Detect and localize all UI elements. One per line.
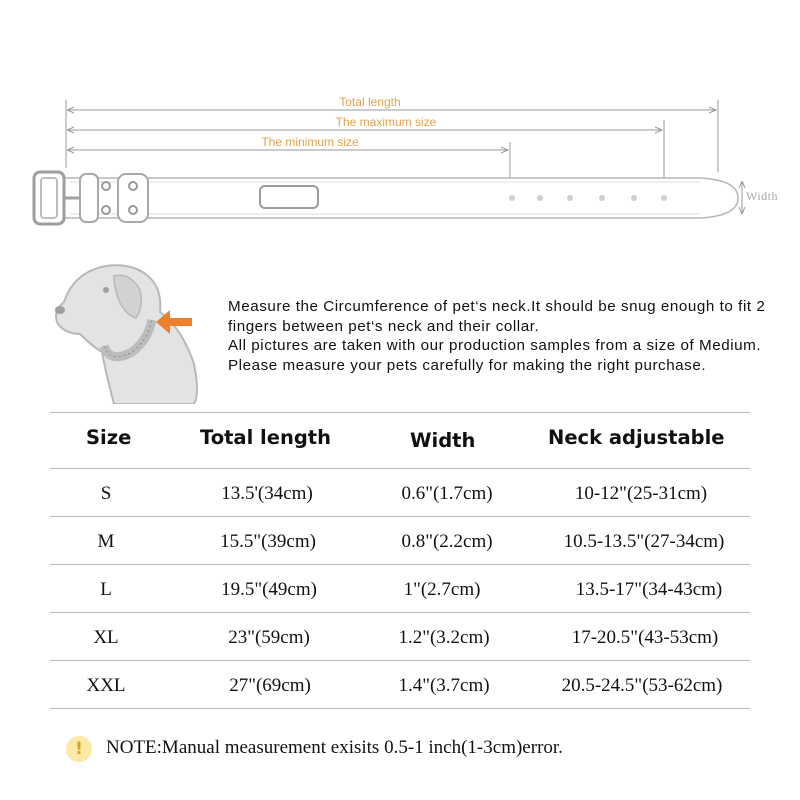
table-cell-total-length: 27"(69cm)	[229, 675, 311, 696]
width-label: Width	[746, 189, 779, 203]
table-cell-size: XXL	[86, 675, 126, 696]
measurement-instructions	[228, 297, 788, 375]
table-cell-size: M	[97, 531, 115, 552]
table-cell-total-length: 15.5"(39cm)	[220, 531, 316, 552]
note-text: NOTE:Manual measurement exisits 0.5-1 inch(1-3cm)error.	[106, 737, 563, 758]
table-cell-neck-adjustable: 10-12"(25-31cm)	[574, 483, 708, 504]
table-divider	[50, 660, 750, 661]
table-cell-size: S	[100, 483, 112, 504]
table-cell-width: 1"(2.7cm)	[403, 579, 481, 600]
maximum-size-label: The maximum size	[335, 115, 437, 129]
table-cell-total-length: 19.5"(49cm)	[221, 579, 317, 600]
instruction-paragraph-2: All pictures are taken with our production samples from a size of Medium. Please measure your pets carefully for making the right purchase.	[228, 337, 762, 374]
dog-illustration	[44, 254, 204, 404]
header-size: Size	[86, 426, 132, 449]
header-neck-adjustable: Neck adjustable	[548, 426, 725, 449]
table-cell-neck-adjustable: 17-20.5"(43-53cm)	[571, 627, 719, 648]
measurement-note	[66, 734, 766, 764]
collar-diagram	[0, 0, 800, 250]
header-width: Width	[410, 429, 476, 452]
exclamation-icon: !	[66, 736, 92, 762]
table-divider	[50, 412, 750, 413]
table-cell-width: 1.4"(3.7cm)	[398, 675, 490, 696]
keeper-loop	[80, 174, 98, 222]
total-length-label: Total length	[339, 95, 401, 109]
table-cell-neck-adjustable: 13.5-17"(34-43cm)	[575, 579, 723, 600]
table-cell-width: 0.6"(1.7cm)	[401, 483, 493, 504]
table-cell-width: 1.2"(3.2cm)	[398, 627, 490, 648]
table-cell-total-length: 13.5'(34cm)	[221, 483, 313, 504]
table-divider	[50, 468, 750, 469]
table-cell-size: L	[100, 579, 112, 600]
dog-eye	[103, 287, 109, 293]
table-divider	[50, 516, 750, 517]
dog-nose	[55, 306, 65, 314]
table-cell-neck-adjustable: 20.5-24.5"(53-62cm)	[561, 675, 723, 696]
table-divider	[50, 708, 750, 709]
table-divider	[50, 612, 750, 613]
table-cell-width: 0.8"(2.2cm)	[401, 531, 493, 552]
instruction-paragraph-1: Measure the Circumference of pet‘s neck.It should be snug enough to fit 2 fingers between pet‘s neck and their collar.	[228, 298, 766, 335]
table-divider	[50, 564, 750, 565]
table-cell-size: XL	[93, 627, 119, 648]
table-cell-total-length: 23"(59cm)	[228, 627, 310, 648]
name-plate	[260, 186, 318, 208]
minimum-size-label: The minimum size	[261, 135, 359, 149]
table-cell-neck-adjustable: 10.5-13.5"(27-34cm)	[563, 531, 725, 552]
header-total-length: Total length	[200, 426, 332, 449]
